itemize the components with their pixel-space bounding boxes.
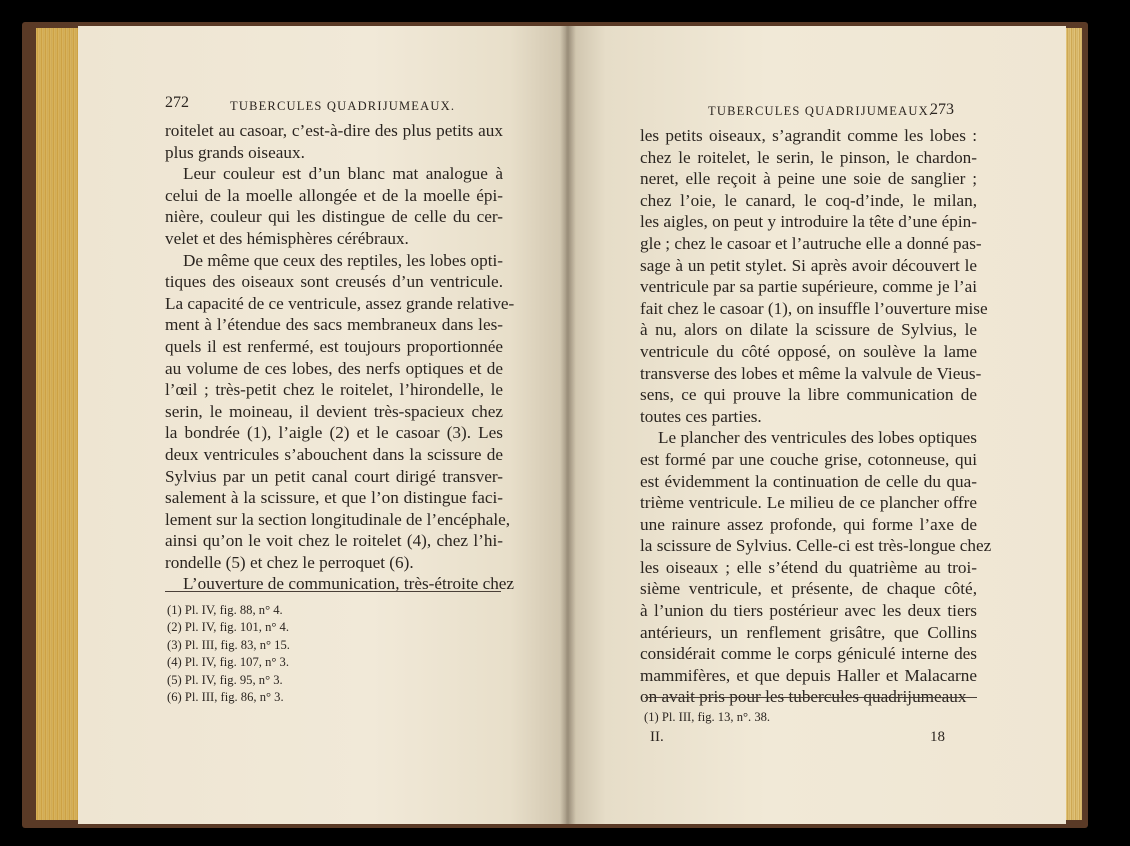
text-line: une rainure assez profonde, qui forme l’axe de bbox=[640, 514, 977, 534]
text-line: considérait comme le corps géniculé interne des bbox=[640, 644, 977, 664]
text-line: chez le roitelet, le serin, le pinson, le chardon- bbox=[640, 147, 977, 167]
footnote: (6) Pl. III, fig. 86, n° 3. bbox=[167, 690, 284, 705]
text-line: chez l’oie, le canard, le coq-d’inde, le milan, bbox=[640, 190, 977, 210]
text-line: est évidemment la continuation de celle du qua- bbox=[640, 471, 977, 491]
text-line: l’œil ; très-petit chez le roitelet, l’hirondelle, le bbox=[165, 380, 503, 400]
text-line: sième ventricule, et présente, de chaque côté, bbox=[640, 579, 977, 599]
text-line: L’ouverture de communication, très-étroite chez bbox=[183, 574, 515, 594]
signature-mark: II. bbox=[650, 729, 664, 745]
running-header-left: TUBERCULES QUADRIJUMEAUX. bbox=[230, 99, 456, 113]
running-header-right: TUBERCULES QUADRIJUMEAUX. bbox=[708, 104, 934, 118]
text-line: serin, le moineau, il devient très-spacieux chez bbox=[165, 401, 503, 421]
text-line: mammifères, et que depuis Haller et Malacarne bbox=[640, 665, 977, 685]
text-line: ventricule par sa partie supérieure, comme je l’ai bbox=[640, 277, 977, 297]
page-number-right: 273 bbox=[930, 101, 954, 118]
text-line: ainsi qu’on le voit chez le roitelet (4), chez l’hi- bbox=[165, 531, 503, 551]
sheet-number: 18 bbox=[930, 729, 945, 745]
footnote: (1) Pl. IV, fig. 88, n° 4. bbox=[167, 603, 283, 617]
text-line: tiques des oiseaux sont creusés d’un ventricule. bbox=[165, 272, 503, 292]
text-line: rondelle (5) et chez le perroquet (6). bbox=[165, 552, 414, 572]
left-body-text bbox=[165, 120, 515, 595]
text-line: gle ; chez le casoar et l’autruche elle a donné pas- bbox=[640, 233, 982, 253]
text-line: trième ventricule. Le milieu de ce plancher offre bbox=[640, 493, 977, 513]
page-number-left: 272 bbox=[165, 94, 189, 111]
text-line: nière, couleur qui les distingue de celle du cer- bbox=[165, 207, 503, 227]
text-line: lement sur la section longitudinale de l’encéphale, bbox=[165, 509, 511, 529]
text-line: roitelet au casoar, c’est-à-dire des plus petits aux bbox=[165, 121, 503, 140]
text-line: la scissure de Sylvius. Celle-ci est très-longue chez bbox=[640, 536, 992, 556]
text-line: sens, ce qui prouve la libre communication de bbox=[640, 385, 977, 405]
footnote: (2) Pl. IV, fig. 101, n° 4. bbox=[167, 620, 289, 635]
text-line: à l’union du tiers postérieur avec les deux tiers bbox=[640, 601, 977, 621]
text-line: celui de la moelle allongée et de la moelle épi- bbox=[165, 185, 503, 205]
text-line: quels il est renfermé, est toujours proportionnée bbox=[165, 336, 503, 356]
text-line: La capacité de ce ventricule, assez grande relative- bbox=[165, 293, 515, 313]
footnote: (1) Pl. III, fig. 13, n°. 38. bbox=[644, 710, 771, 724]
text-line: toutes ces parties. bbox=[640, 406, 762, 426]
footnote: (5) Pl. IV, fig. 95, n° 3. bbox=[167, 672, 283, 687]
text-line: les petits oiseaux, s’agrandit comme les lobes : bbox=[640, 126, 977, 145]
page-edges-left bbox=[36, 28, 82, 820]
text-line: neret, elle reçoit à peine une soie de sanglier ; bbox=[640, 169, 977, 189]
text-line: salement à la scissure, et que l’on distingue faci- bbox=[165, 488, 503, 508]
text-line: Leur couleur est d’un blanc mat analogue à bbox=[183, 164, 503, 184]
text-line: la bondrée (1), l’aigle (2) et le casoar (3). Les bbox=[165, 423, 503, 443]
text-line: plus grands oiseaux. bbox=[165, 142, 305, 162]
text-line: fait chez le casoar (1), on insuffle l’ouverture mise bbox=[640, 298, 988, 318]
text-line: les aigles, on peut y introduire la tête d’une épin- bbox=[640, 212, 977, 232]
text-line: à nu, alors on dilate la scissure de Sylvius, le bbox=[640, 320, 977, 340]
left-footnotes bbox=[167, 602, 290, 706]
text-line: Sylvius par un petit canal court dirigé transver- bbox=[165, 466, 503, 486]
text-line: au volume de ces lobes, des nerfs optiques et de bbox=[165, 358, 503, 378]
text-line: velet et des hémisphères cérébraux. bbox=[165, 228, 409, 248]
book-gutter bbox=[560, 26, 576, 824]
text-line: Le plancher des ventricules des lobes optiques bbox=[658, 428, 977, 448]
text-line: les oiseaux ; elle s’étend du quatrième au troi- bbox=[640, 557, 977, 577]
right-footnotes bbox=[644, 709, 770, 726]
text-line: ventricule du côté opposé, on soulève la lame bbox=[640, 341, 977, 361]
footnote: (3) Pl. III, fig. 83, n° 15. bbox=[167, 637, 290, 652]
right-body-text bbox=[640, 125, 992, 708]
text-line: est formé par une couche grise, cotonneuse, qui bbox=[640, 449, 977, 469]
text-line: antérieurs, un renflement grisâtre, que Collins bbox=[640, 622, 977, 642]
text-line: transverse des lobes et même la valvule de Vieus- bbox=[640, 363, 982, 383]
text-line: deux ventricules s’abouchent dans la scissure de bbox=[165, 444, 503, 464]
text-line: sage à un petit stylet. Si après avoir découvert le bbox=[640, 255, 977, 275]
text-line: De même que ceux des reptiles, les lobes opti- bbox=[183, 250, 503, 270]
footnote-rule-left bbox=[165, 591, 501, 592]
footnote: (4) Pl. IV, fig. 107, n° 3. bbox=[167, 655, 289, 670]
footnote-rule-right bbox=[645, 697, 977, 698]
text-line: on avait pris pour les tubercules quadrijumeaux bbox=[640, 687, 967, 707]
text-line: ment à l’étendue des sacs membraneux dans les- bbox=[165, 315, 503, 335]
